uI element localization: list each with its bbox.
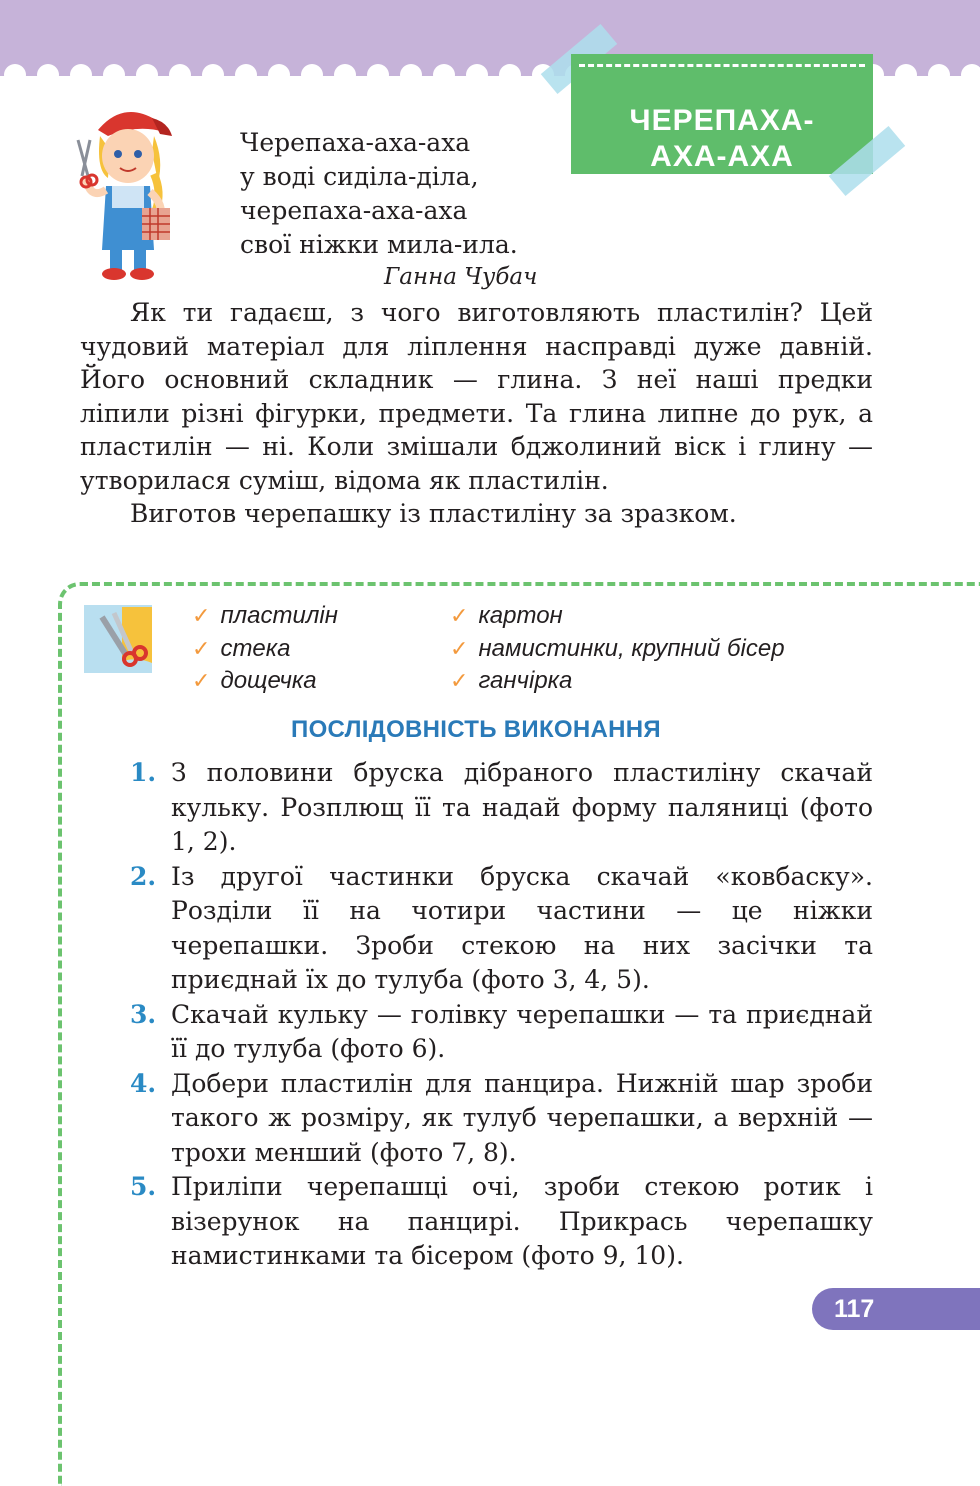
title-card-dash [579, 64, 865, 67]
poem-line: Черепаха-аха-аха [240, 128, 471, 157]
scallop [499, 64, 521, 86]
sequence-heading: ПОСЛІДОВНІСТЬ ВИКОНАННЯ [291, 716, 661, 743]
scallop [334, 64, 356, 86]
paragraph-task: Виготов черепашку із пластиліну за зразком. [130, 499, 737, 528]
step-text: Приліпи черепашці очі, зроби стекою ротик і візерунок на панцирі. Прикрась черепашку намистинками та бісером (фото 9, 10). [171, 1172, 873, 1270]
poem-line: у воді сиділа-діла, [240, 162, 479, 191]
scallop [103, 64, 125, 86]
material-item [192, 633, 338, 666]
check-icon: ✓ [192, 635, 211, 661]
poem-line: черепаха-аха-аха [240, 196, 468, 225]
page-number: 117 [834, 1295, 875, 1323]
material-label: намистинки, крупний бісер [478, 634, 785, 662]
check-icon: ✓ [450, 635, 469, 661]
scallop [928, 64, 950, 86]
check-icon: ✓ [450, 603, 469, 628]
material-item [450, 600, 785, 633]
check-icon: ✓ [450, 668, 469, 693]
scallop [895, 64, 917, 86]
step-number: 3. [130, 999, 157, 1029]
materials-column-1 [192, 600, 338, 698]
material-label: стека [220, 634, 291, 662]
check-icon: ✓ [192, 603, 211, 628]
scallop [4, 64, 26, 86]
materials-column-2 [450, 600, 785, 698]
girl-with-scissors-illustration [68, 100, 178, 285]
scallop [367, 64, 389, 86]
step-number: 4. [130, 1068, 157, 1098]
paragraph-intro: Як ти гадаєш, з чого виготовляють пластилін? Цей чудовий матеріал для ліплення насправді дуже давній. Його основний складник — глина. З неї наші предки ліпили різні фігурки, предмети. Та глина липне до рук, а пластилін — ні. Коли змішали бджолиний віск і глину — утворилася суміш, відома як пластилін. [80, 298, 873, 495]
tools-icon [82, 603, 154, 675]
step-text: Добери пластилін для панцира. Нижній шар зроби такого ж розміру, як тулуб черепашки, а верхній — трохи менший (фото 7, 8). [171, 1068, 873, 1167]
scallop [70, 64, 92, 86]
steps-list [130, 756, 873, 1274]
step-item [130, 756, 873, 860]
step-item [130, 1170, 873, 1274]
step-number: 1. [130, 758, 157, 787]
scallop [268, 64, 290, 86]
page-title-line: АХА-АХА [650, 140, 794, 173]
check-icon: ✓ [192, 668, 211, 693]
title-card [571, 54, 873, 174]
scallop [433, 64, 455, 86]
scallop [400, 64, 422, 86]
step-item [130, 1067, 873, 1171]
poem-author: Ганна Чубач [384, 264, 538, 290]
scallop [136, 64, 158, 86]
scallop [169, 64, 191, 86]
step-item [130, 998, 873, 1067]
scallop [37, 64, 59, 86]
body-text [80, 296, 873, 531]
material-item [192, 665, 338, 698]
material-label: пластилін [220, 602, 338, 629]
page-title-line: ЧЕРЕПАХА- [629, 104, 815, 137]
scallop [466, 64, 488, 86]
step-number: 5. [130, 1172, 157, 1201]
step-text: Скачай кульку — голівку черепашки — та приєднай її до тулуба (фото 6). [171, 999, 873, 1063]
scallop [961, 64, 980, 86]
material-label: картон [478, 602, 563, 629]
material-item [450, 665, 785, 698]
material-item [450, 633, 785, 666]
material-item [192, 600, 338, 633]
page-number-badge [812, 1288, 980, 1330]
step-item [130, 860, 873, 998]
poem-line: свої ніжки мила-ила. [240, 230, 518, 259]
scallop [301, 64, 323, 86]
step-number: 2. [130, 861, 157, 891]
step-text: Із другої частинки бруска скачай «ковбаску». Розділи її на чотири частини — це ніжки черепашки. Зроби стекою на них засічки та приєднай їх до тулуба (фото 3, 4, 5). [171, 861, 873, 994]
scallop [202, 64, 224, 86]
poem [240, 126, 518, 262]
page-title [571, 103, 873, 175]
material-label: ганчірка [478, 667, 573, 694]
step-text: З половини бруска дібраного пластиліну скачай кульку. Розплющ її та надай форму паляниці (фото 1, 2). [171, 758, 873, 856]
scallop [235, 64, 257, 86]
material-label: дощечка [220, 667, 317, 694]
